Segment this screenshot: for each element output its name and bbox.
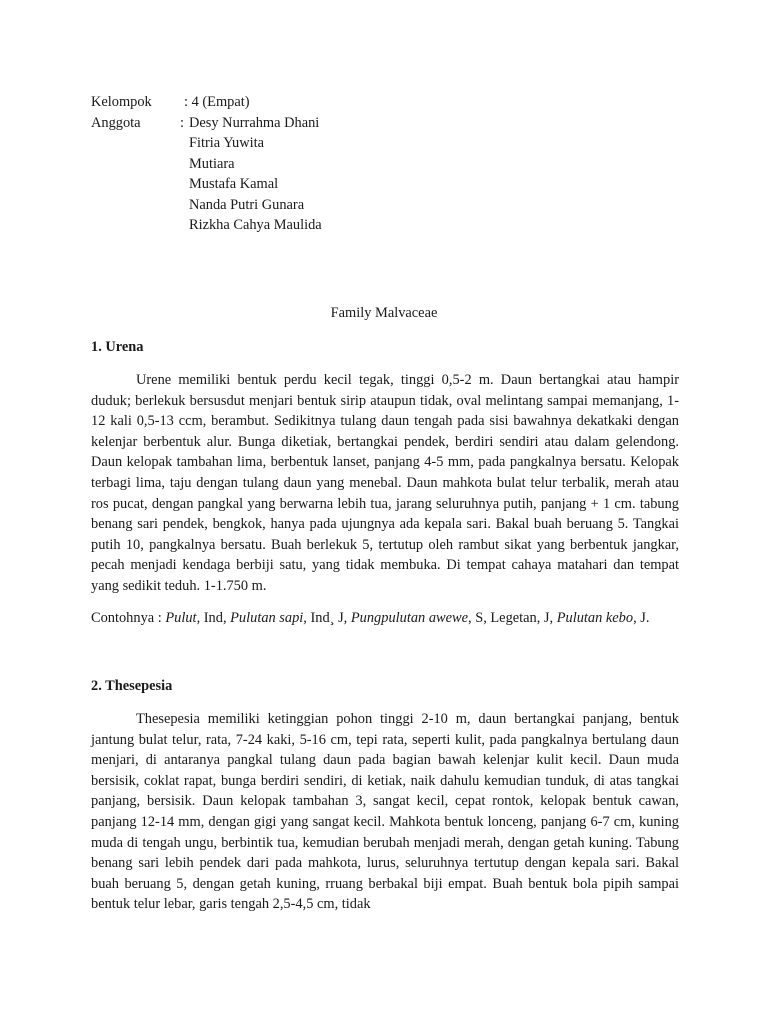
anggota-label: Anggota <box>91 115 141 131</box>
example-sep-2: , Ind¸ J, <box>303 610 351 626</box>
thesepesia-text: Thesepesia memiliki ketinggian pohon tinggi 2-10 m, daun bertangkai panjang, bentuk jantung bulat telur, rata, 7-24 kaki, 5-16 cm, tepi rata, seperti kulit, pada pangkalnya bertulang daun menjari, di antaranya pangkal tulang daun pada bagian bawah kelenjar kulit kecil. Daun muda bersisik, coklat rapat, bunga berdiri sendiri, di ketiak, naik dahulu kemudian tunduk, di atas tangkai panjang, bersisik. Daun kelopak tambahan 3, sangat kecil, cepat rontok, kelopak bentuk cawan, panjang 12-14 mm, dengan gigi yang sangat kecil. Mahkota bentuk lonceng, panjang 6-7 cm, kuning muda di tengah ungu, berbintik tua, kemudian berubah menjadi merah, dengan getah kuning. Tabung benang sari lebih pendek dari pada mahkota, lurus, seluruhnya tertutup dengan kepala sari. Bakal buah beruang 5, dengan getah kuning, rruang berbakal biji empat. Buah bentuk bola pipih sampai bentuk telur lebar, garis tengah 2,5-4,5 cm, tidak <box>91 711 679 913</box>
kelompok-value: : 4 (Empat) <box>184 94 250 110</box>
example-4: Pulutan kebo <box>556 610 634 626</box>
section-paragraph-thesepesia <box>91 709 679 915</box>
member-1: Desy Nurrahma Dhani <box>189 115 320 131</box>
urena-text: Urene memiliki bentuk perdu kecil tegak, tinggi 0,5-2 m. Daun bertangkai atau hampir duduk; berlekuk bersusdut menjari bentuk sirip ataupun tidak, oval melintang sampai memanjang, 1-12 kali 0,5-13 ccm, berambut. Sedikitnya tulang daun tengah pada sisi bawahnya dekatkaki dengan kelenjar berbentuk alur. Bunga diketiak, bertangkai pendek, berdiri sendiri atau dalam gelendong. Daun kelopak tambahan lima, berbentuk lanset, panjang 4-5 mm, pada pangkalnya bersatu. Kelopak terbagi lima, taju dengan tulang daun yang menebal. Daun mahkota bulat telur terbalik, merah atau ros pucat, dengan pangkal yang berwarna lebih tua, jarang seluruhnya putih, panjang + 1 cm. tabung benang sari pendek, bengkok, hanya pada ujungnya ada kepala sari. Bakal buah beruang 5. Tangkai putih 10, pangkalnya bersatu. Buah berlekuk 5, tertutup oleh rambut sikat yang berbentuk jangkar, pecah menjadi kendaga berbiji satu, yang tidak membuka. Di tempat cahaya matahari dan tempat yang sedikit teduh. 1-1.750 m. <box>91 372 679 594</box>
example-3: Pungpulutan awewe <box>350 610 468 626</box>
member-6: Rizkha Cahya Maulida <box>189 217 322 233</box>
member-5: Nanda Putri Gunara <box>189 197 305 213</box>
example-sep-1: , Ind, <box>196 610 231 626</box>
member-4: Mustafa Kamal <box>189 176 279 192</box>
member-3: Mutiara <box>189 156 235 172</box>
member-2: Fitria Yuwita <box>189 135 265 151</box>
examples-label: Contohnya : <box>91 610 162 626</box>
section-heading-thesepesia: 2. Thesepesia <box>91 678 173 694</box>
example-sep-4: , J. <box>633 610 650 626</box>
example-1: Pulut <box>165 610 197 626</box>
example-2: Pulutan sapi <box>230 610 304 626</box>
examples-line <box>91 608 649 628</box>
anggota-colon: : <box>180 115 184 131</box>
section-heading-urena: 1. Urena <box>91 339 144 355</box>
example-sep-3: , S, Legetan, J, <box>468 610 557 626</box>
kelompok-label: Kelompok <box>91 94 152 110</box>
section-paragraph-urena <box>91 370 679 597</box>
document-title: Family Malvaceae <box>330 305 438 321</box>
